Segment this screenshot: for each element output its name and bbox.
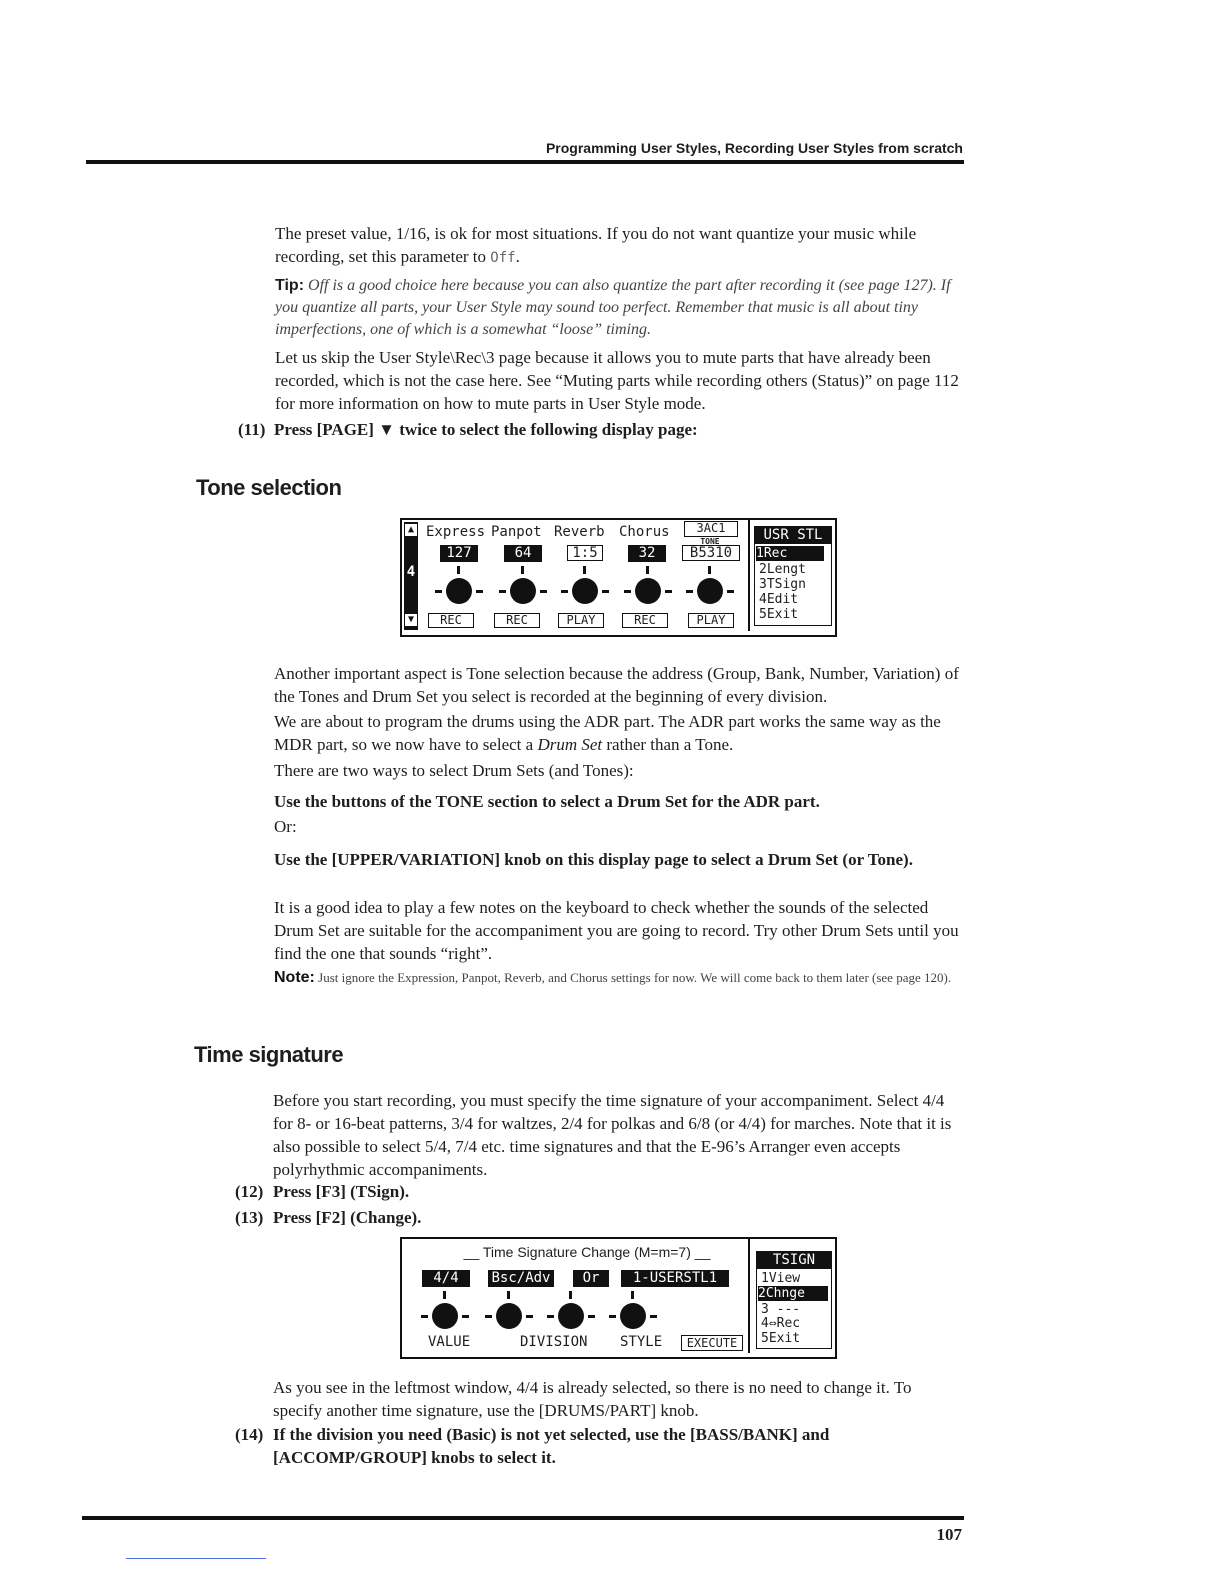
knob-tick [646,566,649,574]
knob-tick [583,566,586,574]
lcd-value-or: Or [573,1270,609,1287]
tone-paragraph-4: It is a good idea to play a few notes on the keyboard to check whether the sounds of the selected Drum Set are suitable for the accompaniment you are going to record. Try other Drum Sets until you find the one that sounds “right”. [274,898,959,963]
knob-tick [521,566,524,574]
menu-item-change: 2Chnge [758,1286,828,1301]
menu-item-rec: 4⇔Rec [761,1316,801,1331]
note-label: Note: [274,969,315,986]
knob-tick [443,1291,446,1299]
value-knob [432,1303,458,1329]
step-11 [238,418,968,441]
knob-dash [686,590,693,593]
step-12 [235,1180,965,1203]
intro-paragraph-1 [275,222,965,270]
lcd-separator [748,1239,750,1353]
tone-or: Or: [274,817,297,836]
step-11-text: Press [PAGE] ▼ twice to select the following display page: [274,420,698,439]
menu-item-rec: 1Rec [756,546,824,561]
lcd-button-rec-2: REC [494,613,540,628]
menu-item-edit: 4Edit [759,592,799,607]
page-number: 107 [936,1525,962,1544]
menu-title: USR STL [755,527,831,544]
time-signature-heading: Time signature [194,1042,344,1067]
lcd-value-signature: 4/4 [422,1270,470,1287]
intro-p1-end: . [515,247,520,266]
step-14-number: (14) [235,1425,264,1444]
tone-lcd-display [400,518,837,637]
chorus-knob [635,578,661,604]
lcd-value-express: 127 [440,545,478,562]
tip-text: Off is a good choice here because you can also quantize the part after recording it (see page 127). If you quantize all parts, your User Style may sound too perfect. Remember that music is all about tiny imperfections, one of which is a somewhat “loose” timing. [275,277,951,338]
lcd-button-play-2: PLAY [688,613,734,628]
lcd-button-execute: EXECUTE [681,1335,743,1351]
menu-item-empty: 3 --- [761,1302,801,1317]
lcd-label-panpot: Panpot [491,524,542,540]
lcd-label-style: STYLE [620,1334,663,1350]
lcd-title-text: Time Signature Change (M=m=7) [482,1244,691,1260]
style-knob [620,1303,646,1329]
step-13-text: Press [F2] (Change). [273,1208,422,1227]
knob-dash [476,590,483,593]
lcd-label-express: Express [426,524,486,540]
reverb-knob [572,578,598,604]
tone-paragraph-3: There are two ways to select Drum Sets (and Tones): [274,761,634,780]
or-knob [558,1303,584,1329]
knob-dash [499,590,506,593]
header-rule [86,160,964,164]
tsign-menu [756,1251,832,1349]
lcd-button-rec-3: REC [622,613,668,628]
intro-p1-text: The preset value, 1/16, is ok for most situations. If you do not want quantize your music while recording, set this parameter to [275,224,917,266]
title-dash-left: __ [463,1244,483,1260]
lcd-tone-id: 3AC1 [684,521,738,537]
menu-item-tsign: 3TSign [759,577,806,592]
menu-item-exit: 5Exit [761,1331,801,1346]
intro-paragraph-2: Let us skip the User Style\Rec\3 page because it allows you to mute parts that have already been recorded, which is not the case here. See “Muting parts while recording others (Status)” on page 112 for more information on how to mute parts in User Style mode. [275,348,959,413]
step-11-number: (11) [238,420,266,439]
lcd-value-tone-code: B5310 [682,545,740,561]
knob-dash [526,1315,533,1318]
lcd-button-rec-1: REC [428,613,474,628]
step-13 [235,1206,965,1229]
lcd-value-reverb: 1:5 [567,545,603,561]
time-signature-lcd-display [400,1237,837,1359]
step-12-text: Press [F3] (TSign). [273,1182,410,1201]
menu-title: TSIGN [757,1252,831,1269]
knob-dash [435,590,442,593]
scroll-up-icon: ▲ [405,524,417,536]
tone-selection-heading: Tone selection [196,475,342,500]
step-14-text: If the division you need (Basic) is not yet selected, use the [BASS/BANK] and [ACCOMP/GROUP] knobs to select it. [273,1425,830,1467]
knob-dash [650,1315,657,1318]
tone-option-2: Use the [UPPER/VARIATION] knob on this display page to select a Drum Set (or Tone). [274,850,913,869]
knob-dash [485,1315,492,1318]
division-knob [496,1303,522,1329]
knob-dash [547,1315,554,1318]
note-text: Just ignore the Expression, Panpot, Reverb, and Chorus settings for now. We will come back to them later (see page 120). [318,970,952,985]
running-header: Programming User Styles, Recording User Styles from scratch [545,140,963,156]
knob-tick [631,1291,634,1299]
step-13-number: (13) [235,1208,264,1227]
knob-dash [588,1315,595,1318]
tone-p2-italic: Drum Set [537,735,603,754]
lcd-tone-label: TONE [700,537,720,546]
tone-paragraph-2 [274,710,964,756]
step-12-number: (12) [235,1182,264,1201]
knob-dash [462,1315,469,1318]
knob-dash [665,590,672,593]
lcd-label-reverb: Reverb [554,524,605,540]
lcd-page-number: 4 [406,564,416,580]
knob-tick [708,566,711,574]
knob-dash [602,590,609,593]
knob-dash [540,590,547,593]
time-paragraph-2: As you see in the leftmost window, 4/4 is already selected, so there is no need to change it. To specify another time signature, use the [DRUMS/PART] knob. [273,1378,912,1420]
panpot-knob [510,578,536,604]
tone-p2-start: We are about to program the drums using the ADR part. The ADR part works the same way as the MDR part, so we now have to select a [274,712,941,754]
title-dash-right: __ [690,1244,711,1260]
lcd-separator [748,520,750,631]
step-14 [235,1423,925,1469]
lcd-value-chorus: 32 [628,545,666,562]
lcd-value-division: Bsc/Adv [488,1270,554,1287]
knob-tick [569,1291,572,1299]
tone-paragraph-1: Another important aspect is Tone selection because the address (Group, Bank, Number, Variation) of the Tones and Drum Set you select is recorded at the beginning of every division. [274,664,959,706]
intro-p1-value: Off [490,250,516,266]
menu-item-view: 1View [761,1271,801,1286]
menu-item-length: 2Lengt [759,562,806,577]
knob-tick [507,1291,510,1299]
tip-block [275,275,965,341]
tone-knob [697,578,723,604]
lcd-button-play-1: PLAY [558,613,604,628]
knob-dash [561,590,568,593]
express-knob [446,578,472,604]
tone-option-1: Use the buttons of the TONE section to select a Drum Set for the ADR part. [274,792,820,811]
knob-dash [624,590,631,593]
knob-tick [457,566,460,574]
knob-dash [609,1315,616,1318]
footer-underline [126,1558,266,1559]
lcd-value-panpot: 64 [504,545,542,562]
tip-label: Tip: [275,277,305,294]
tone-menu [754,526,832,626]
tone-p2-end: rather than a Tone. [602,735,734,754]
menu-item-exit: 5Exit [759,607,799,622]
lcd-label-division: DIVISION [520,1334,588,1350]
lcd-title [422,1244,752,1260]
time-paragraph-1: Before you start recording, you must specify the time signature of your accompaniment. Select 4/4 for 8- or 16-beat patterns, 3/4 for waltzes, 2/4 for polkas and 6/8 (or 4/4) for marches. Note that it is also possible to select 5/4, 7/4 etc. time signatures and that the E-96’s Arranger even accepts polyrhythmic accompaniments. [273,1091,952,1179]
lcd-value-style: 1-USERSTL1 [621,1270,729,1287]
footer-rule [82,1516,964,1520]
lcd-label-chorus: Chorus [619,524,670,540]
knob-dash [727,590,734,593]
note-block [274,968,964,987]
knob-dash [421,1315,428,1318]
lcd-label-value: VALUE [428,1334,471,1350]
scroll-down-icon: ▼ [405,614,417,626]
